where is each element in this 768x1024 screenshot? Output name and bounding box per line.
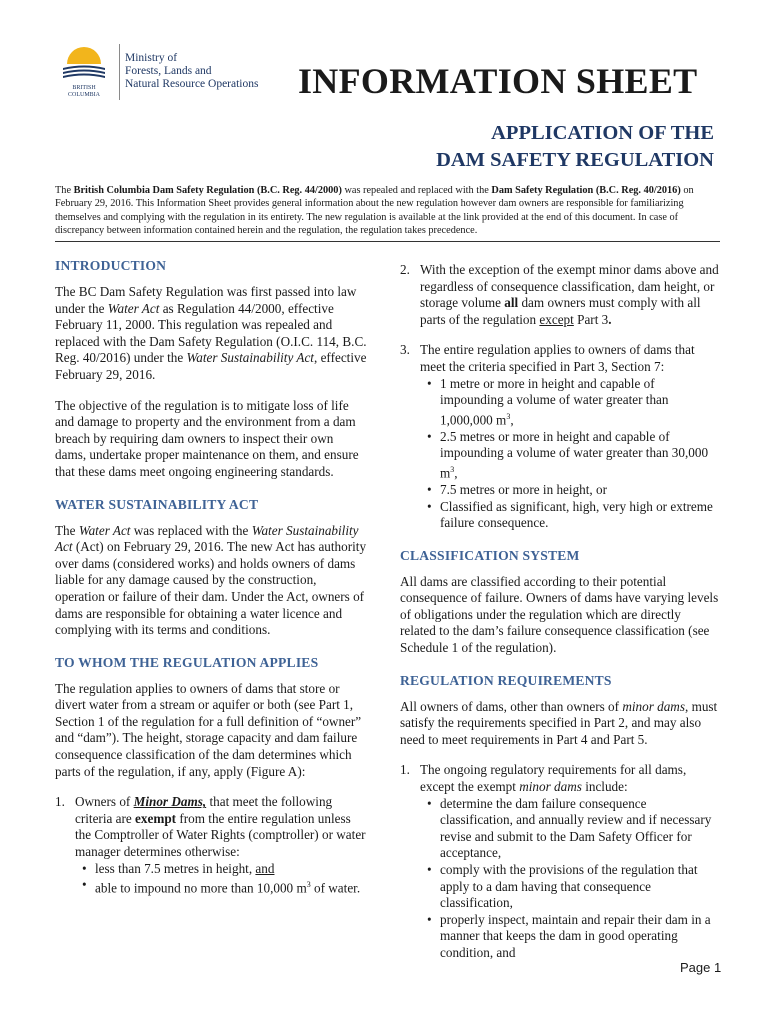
bullet-item: • able to impound no more than 10,000 $m^3$ of water. <box>95 877 367 897</box>
list-number: 1. <box>400 762 410 778</box>
bc-logo-text-line1: BRITISH <box>72 85 96 91</box>
intro-paragraph: The British Columbia Dam Safety Regulation (B.C. Reg. 44/2000) was repealed and replaced with the Dam Safety Regulation (B.C. Reg. 40/2016) on February 29, 2016. This Information Sheet provides general information about the new regulation however dam owners are responsible for familiarizing themselves and complying with the regulation in its entirety. The new regulation is available at the link provided at the end of this document. In case of discrepancy between information contained herein and the regulation, the regulation takes precedence. <box>55 185 694 236</box>
classification-paragraph: All dams are classified according to their potential consequence of failure. Owners of dams have varying levels of obligations under the regulation which are directly related to the dam’s failure consequence classification (see Schedule 1 of the regulation). <box>400 573 719 656</box>
section-heading-regulation-requirements: REGULATION REQUIREMENTS <box>400 672 612 688</box>
left-column <box>55 258 367 897</box>
bullet-item: • determine the dam failure consequence classification, and annually review and if necessary revise and submit to the Dam Safety Officer for acceptance, <box>440 796 720 862</box>
list-item: 2. With the exception of the exempt minor dams above and regardless of consequence classification, dam height, or storage volume all dam owners must comply with all parts of the regulation except Part 3. <box>400 262 719 327</box>
bullet-item: • 2.5 metres or more in height and capable of impounding a volume of water greater than 30,000 $m^3$, <box>440 429 720 482</box>
list-number: 3. <box>400 342 410 358</box>
document-title: INFORMATION SHEET <box>298 61 698 101</box>
bullet-item: • less than 7.5 metres in height, and <box>95 861 367 878</box>
list-number: 2. <box>400 262 410 277</box>
ministry-line: Ministry of <box>125 52 178 64</box>
introduction-paragraph-2: The objective of the regulation is to mitigate loss of life and damage to property and the environment from a dam breach by requiring dam owners to inspect their own dams, undertake proper maintenance on them, and ensure that these dams meet ongoing engineering standards. <box>55 397 359 479</box>
document-subtitle <box>436 120 714 174</box>
list-item: 3. The entire regulation applies to owners of dams that meet the criteria specified in Part 3, Section 7: • 1 metre or more in height and capable of impounding a volume of water greater than 1,000,000 $m^3$, • 2.5 metres or more in height and capable of impounding a volume of water greater than 30,000 $m^3$, • 7.5 metres or more in height, or • Classified as significant, high, very high or extreme failure consequence. <box>400 342 720 531</box>
list-item: 1. Owners of Minor Dams, that meet the following criteria are exempt from the entire regulation unless the Comptroller of Water Rights (comptroller) or water manager determines otherwise: • less than 7.5 metres in height, and • able to impound no more than 10,000 $m^3$ of water. <box>55 794 367 897</box>
bc-sun-logo-icon <box>55 42 113 102</box>
right-column <box>400 262 720 962</box>
section-heading-regulation-applies: TO WHOM THE REGULATION APPLIES <box>55 654 319 670</box>
header-divider <box>55 241 720 242</box>
section-heading-classification-system: CLASSIFICATION SYSTEM <box>400 547 580 563</box>
list-item: 1. The ongoing regulatory requirements for all dams, except the exempt minor dams include: • determine the dam failure consequence classification, and annually review and if necessary revise and submit to the Dam Safety Officer for acceptance, • comply with the provisions of the regulation that apply to a dam having that consequence classification, • properly inspect, maintain and repair their dam in a manner that keeps the dam in good operating condition, and <box>400 762 720 961</box>
bullet-item: • Classified as significant, high, very high or extreme failure consequence. <box>440 499 720 532</box>
subtitle-line: APPLICATION OF THE <box>491 122 714 144</box>
subtitle-line: DAM SAFETY REGULATION <box>436 149 714 171</box>
ministry-line: Forests, Lands and <box>125 65 212 77</box>
bullet-item: • comply with the provisions of the regulation that apply to a dam having that consequence classification, <box>440 862 720 912</box>
bullet-item: • properly inspect, maintain and repair their dam in a manner that keeps the dam in good operating condition, and <box>440 912 720 962</box>
section-heading-introduction: INTRODUCTION <box>55 258 167 273</box>
page-number: Page 1 <box>680 960 722 975</box>
logo-divider <box>119 44 120 100</box>
ministry-name <box>125 52 258 91</box>
applies-paragraph: The regulation applies to owners of dams that store or divert water from a stream or aquifer or both (see Part 1, Section 1 of the regulation for a full definition of “owner” and “dam”). The height, storage capacity and dam failure consequence classification of the dam determines which parts of the regulation, if any, apply (Figure A): <box>55 680 362 779</box>
bullet-item: • 1 metre or more in height and capable of impounding a volume of water greater than 1,000,000 $m^3$, <box>440 376 720 429</box>
bc-government-logo <box>55 42 265 102</box>
requirements-paragraph: All owners of dams, other than owners of minor dams, must satisfy the requirements specified in Part 2, and may also need to meet requirements in Part 4 and Part 5. <box>400 698 718 747</box>
introduction-paragraph-1: The BC Dam Safety Regulation was first passed into law under the Water Act as Regulation 44/2000, effective February 11, 2000. This regulation was repealed and replaced with the Dam Safety Regulation (O.I.C. 114, B.C. Reg. 40/2016) under the Water Sustainability Act, effective February 29, 2016. <box>55 284 367 382</box>
list-number: 1. <box>55 794 65 810</box>
section-heading-water-sustainability-act: WATER SUSTAINABILITY ACT <box>55 496 259 512</box>
bullet-item: • 7.5 metres or more in height, or <box>440 482 720 499</box>
wsa-paragraph: The Water Act was replaced with the Water Sustainability Act (Act) on February 29, 2016. The new Act has authority over dams (considered works) and holds owners of dams liable for any damage caused by the construction, operation or failure of their dam. Under the Act, owners of dams are responsible for obtaining a water licence and complying with its terms and conditions. <box>55 522 367 638</box>
bc-logo-text-line2: COLUMBIA <box>67 92 101 98</box>
ministry-line: Natural Resource Operations <box>125 78 259 90</box>
